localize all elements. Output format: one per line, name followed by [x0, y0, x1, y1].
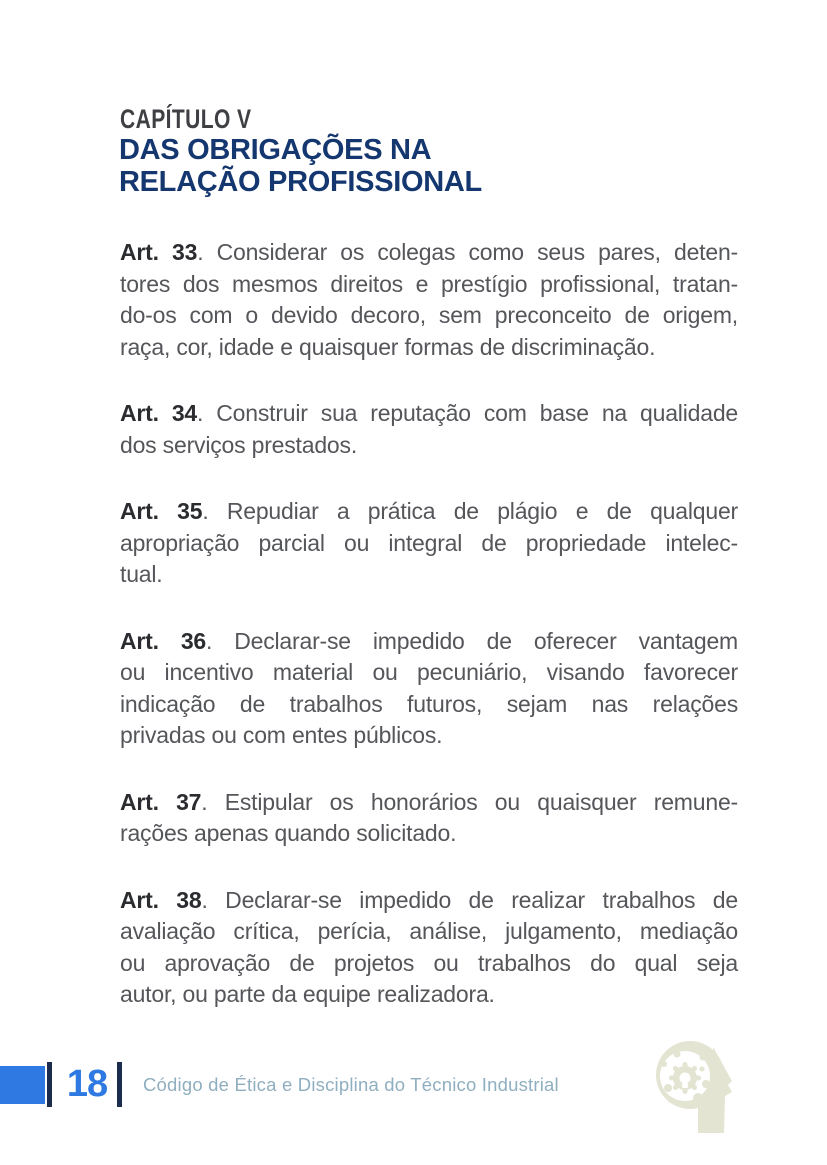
article-column — [120, 237, 738, 1011]
footer-divider-bar — [117, 1062, 122, 1107]
article-line: ou incentivo material ou pecuniário, visando favorecer — [120, 659, 738, 685]
article-text: . Estipular os honorários ou quaisquer remune- — [201, 788, 738, 815]
article-line: autor, ou parte da equipe realizadora. — [120, 981, 495, 1007]
article-line: dos serviços prestados. — [120, 431, 358, 458]
article-line — [120, 787, 738, 819]
article-line: tual. — [120, 561, 163, 587]
article-label: Art. 35 — [120, 498, 203, 524]
article-line — [120, 237, 738, 269]
article-text: . Declarar-se impedido de realizar trabalhos de — [201, 886, 738, 913]
article-line: raça, cor, idade e quaisquer formas de discriminação. — [120, 333, 656, 360]
article-37 — [120, 787, 738, 850]
article-label: Art. 37 — [120, 788, 202, 815]
head-gear-icon — [650, 1037, 742, 1135]
title-line-1: DAS OBRIGAÇÕES NA — [119, 134, 432, 166]
article-line: do-os com o devido decoro, sem preconceito de origem, — [120, 302, 738, 328]
article-34 — [120, 398, 738, 461]
article-label: Art. 36 — [120, 627, 207, 654]
article-line: apropriação parcial ou integral de propriedade intelec- — [120, 529, 738, 556]
article-36 — [120, 626, 738, 752]
article-line: ou aprovação de projetos ou trabalhos do qual seja — [120, 949, 738, 976]
article-label: Art. 33 — [120, 239, 198, 265]
article-line: indicação de trabalhos futuros, sejam nas relações — [120, 690, 738, 717]
title-line-2: RELAÇÃO PROFISSIONAL — [119, 166, 482, 198]
article-text: . Repudiar a prática de plágio e de qualquer — [202, 498, 739, 524]
article-line — [120, 885, 738, 917]
page-title — [119, 134, 482, 198]
page-number: 18 — [66, 1063, 108, 1105]
page-edge-tab — [0, 1066, 45, 1104]
article-line — [120, 626, 738, 658]
article-line — [120, 496, 738, 528]
article-line: tores dos mesmos direitos e prestígio profissional, tratan- — [120, 270, 738, 297]
article-text: . Declarar-se impedido de oferecer vantagem — [206, 627, 739, 654]
article-33 — [120, 237, 738, 363]
article-line: privadas ou com entes públicos. — [120, 722, 443, 748]
article-label: Art. 34 — [120, 400, 198, 426]
footer-divider-bar — [47, 1062, 52, 1107]
article-line: rações apenas quando solicitado. — [120, 820, 457, 846]
article-line — [120, 398, 738, 430]
article-line: avaliação crítica, perícia, análise, julgamento, mediação — [120, 918, 738, 944]
article-text: . Considerar os colegas como seus pares, deten- — [197, 239, 739, 265]
chapter-label: CAPÍTULO V — [120, 104, 252, 134]
article-38 — [120, 885, 738, 1011]
footer-booklet-title: Código de Ética e Disciplina do Técnico Industrial — [143, 1074, 559, 1095]
article-text: . Construir sua reputação com base na qualidade — [197, 400, 738, 426]
article-label: Art. 38 — [120, 886, 202, 913]
article-35 — [120, 496, 738, 591]
